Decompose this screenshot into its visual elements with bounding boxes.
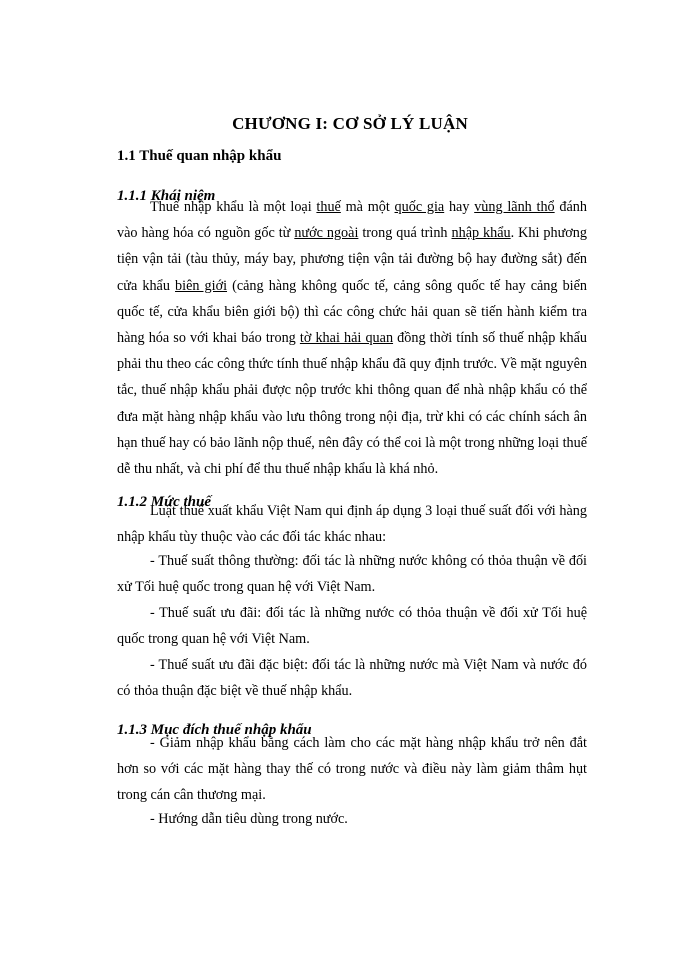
text-run: hay [444, 199, 475, 215]
text-run: trong quá trình [358, 225, 452, 242]
purpose-item-reduce-imports: - Giảm nhập khẩu bằng cách làm cho các mặt hàng nhập khẩu trở nên đắt hơn so với các mặt hàng thay thế có trong nước và điều này làm giảm thâm hụt trong cán cân thương mại. [117, 735, 587, 804]
link-thue[interactable]: thuế [316, 199, 341, 215]
text-run: mà một [340, 199, 395, 215]
section-heading: 1.1 Thuế quan nhập khẩu [117, 148, 282, 164]
rate-item-normal: - Thuế suất thông thường: đối tác là những nước không có thỏa thuận về đối xử Tối huệ quốc trong quan hệ với Việt Nam. [117, 553, 587, 596]
text-run: . Khi phương tiện vận tải (tàu thủy, máy bay, phương tiện vận tải đường bộ hay đường sắt) đến cửa khẩu [117, 225, 587, 294]
link-nuoc-ngoai[interactable]: nước ngoài [294, 225, 359, 242]
rate-item-special: - Thuế suất ưu đãi đặc biệt: đối tác là những nước mà Việt Nam và nước đó có thỏa thuận đặc biệt về thuế nhập khẩu. [117, 657, 587, 700]
text-run: (cảng hàng không quốc tế, cảng sông quốc tế hay cảng biển quốc tế, cửa khẩu biên giới bộ) thì các công chức hải quan sẽ tiến hành kiểm tra hàng hóa so với khai báo trong [117, 277, 588, 347]
link-nhap-khau[interactable]: nhập khẩu [451, 225, 511, 242]
link-bien-gioi[interactable]: biên giới [175, 277, 228, 294]
link-to-khai-hai-quan[interactable]: tờ khai hải quan [299, 330, 394, 347]
rate-item-preferential: - Thuế suất ưu đãi: đối tác là những nước có thỏa thuận về đối xử Tối huệ quốc trong quan hệ với Việt Nam. [117, 605, 587, 648]
subsection-heading-concept: 1.1.1 Khái niệm [117, 188, 216, 204]
chapter-title: CHƯƠNG I: CƠ SỞ LÝ LUẬN [232, 114, 468, 133]
concept-paragraph [117, 194, 587, 482]
subsection-heading-purpose: 1.1.3 Mục đích thuế nhập khẩu [117, 722, 312, 738]
rate-intro-paragraph: Luật thuế xuất khẩu Việt Nam qui định áp dụng 3 loại thuế suất đối với hàng nhập khẩu tùy thuộc vào các đối tác khác nhau: [117, 503, 587, 546]
link-quoc-gia[interactable]: quốc gia [394, 199, 445, 215]
link-vung-lanh-tho[interactable]: vùng lãnh thổ [474, 199, 555, 215]
text-run: Thuế nhập khẩu là một loại [150, 199, 317, 215]
text-run: đồng thời tính số thuế nhập khẩu phải thu theo các công thức tính thuế nhập khẩu đã quy định trước. Về mặt nguyên tắc, thuế nhập khẩu phải được nộp trước khi thông quan để nhà nhập khẩu có thể đưa mặt hàng nhập khẩu vào lưu thông trong nội địa, trừ khi có các chính sách ân hạn thuế hay có bảo lãnh nộp thuế, nên đây có thể coi là một trong những loại thuế dễ thu nhất, và chi phí để thu thuế nhập khẩu là khá nhỏ. [117, 330, 587, 478]
text-run: đánh vào hàng hóa có nguồn gốc từ [117, 199, 587, 242]
subsection-heading-rate: 1.1.2 Mức thuế [117, 494, 211, 510]
purpose-item-guide-consumption: - Hướng dẫn tiêu dùng trong nước. [150, 811, 348, 827]
